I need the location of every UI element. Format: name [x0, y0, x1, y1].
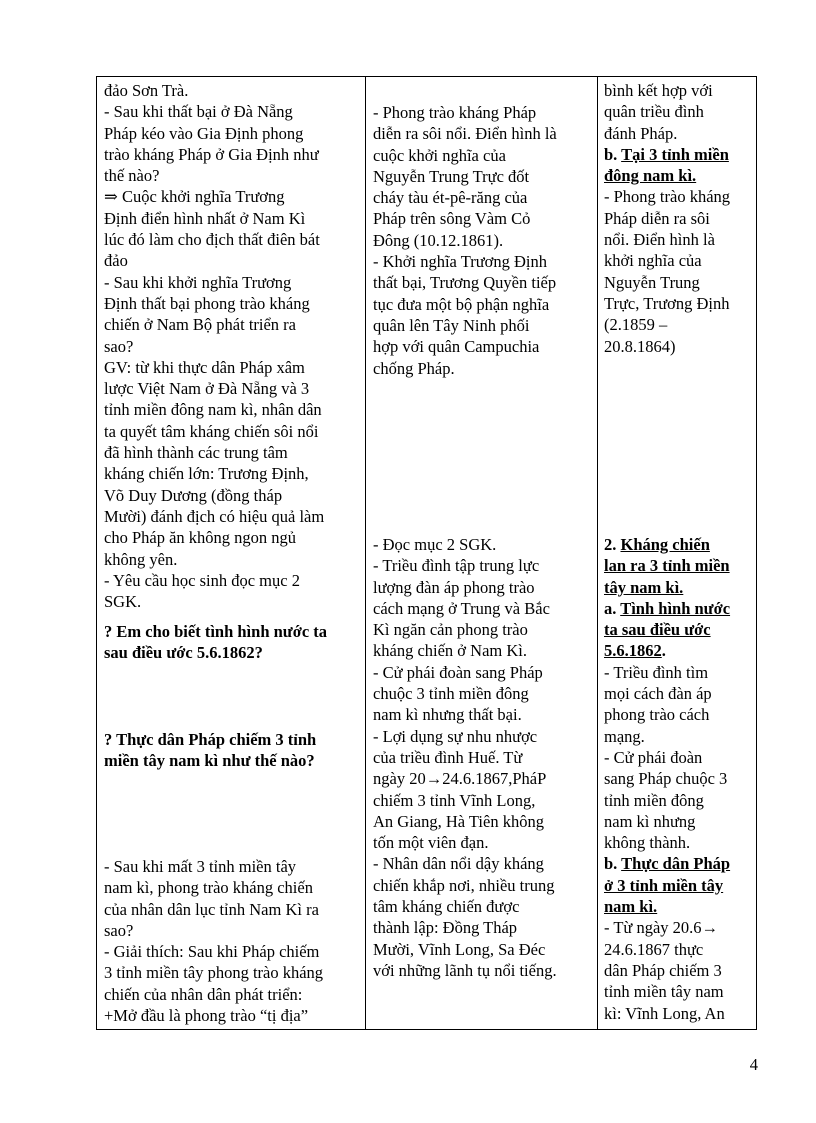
text-line: - Đọc mục 2 SGK.: [373, 535, 497, 554]
text-line: - Giải thích: Sau khi Pháp chiếm: [104, 942, 320, 962]
text-line: đảo: [104, 251, 128, 271]
text-line: ? Em cho biết tình hình nước ta: [104, 622, 328, 641]
text-line: cách mạng ở Trung và Bắc: [373, 598, 550, 618]
text-line: với những lãnh tụ nổi tiếng.: [373, 960, 557, 980]
text-line: cuộc khởi nghĩa của: [373, 145, 506, 165]
text-line: ? Thực dân Pháp chiếm 3 tỉnh: [104, 730, 317, 749]
text-line: phong trào cách: [604, 705, 710, 725]
text-line: 20.8.1864): [604, 336, 676, 356]
text-line: An Giang, Hà Tiên không: [373, 811, 544, 831]
text-line: - Từ ngày 20.6→: [604, 918, 719, 938]
text-line: (2.1859 –: [604, 315, 668, 335]
text-line: khởi nghĩa của: [604, 251, 702, 271]
text-line: chiếm 3 tỉnh Vĩnh Long,: [373, 790, 536, 810]
text-line: thành lập: Đồng Tháp: [373, 918, 518, 938]
text-line: nam kì nhưng thất bại.: [373, 705, 522, 725]
text-line: SGK.: [104, 592, 142, 612]
col1-question: [104, 621, 327, 664]
col3-block: [604, 534, 730, 1024]
text-line: sau điều ước 5.6.1862?: [104, 643, 263, 663]
text-line: - Phong trào kháng Pháp: [373, 103, 537, 122]
section-heading: a. Tình hình nước: [604, 598, 731, 618]
text-line: chiến của nhân dân phát triển:: [104, 984, 303, 1004]
text-line: thế nào?: [104, 166, 160, 186]
text-line: chiến khắp nơi, nhiều trung: [373, 875, 555, 895]
text-line: kháng chiến ở Nam Kì.: [373, 641, 527, 661]
text-line: thất bại, Trương Quyền tiếp: [373, 273, 557, 293]
text-line: tỉnh miền tây nam: [604, 982, 724, 1002]
text-line: cháy tàu ét-pê-răng của: [373, 188, 528, 208]
text-line: 3 tỉnh miền tây phong trào kháng: [104, 963, 324, 983]
col3-block: [604, 80, 730, 357]
section-heading: 2. Kháng chiến: [604, 535, 710, 554]
text-line: Pháp kéo vào Gia Định phong: [104, 123, 304, 143]
section-heading: 5.6.1862.: [604, 641, 666, 661]
text-line: của triều đình Huế. Từ: [373, 747, 523, 767]
text-line: trào kháng Pháp ở Gia Định như: [104, 144, 319, 164]
text-line: kháng chiến lớn: Trương Định,: [104, 464, 309, 484]
text-line: Pháp trên sông Vàm Cỏ: [373, 209, 531, 229]
text-line: miền tây nam kì như thế nào?: [104, 751, 315, 771]
section-heading: lan ra 3 tỉnh miền: [604, 556, 730, 576]
text-line: nam kì nhưng: [604, 811, 696, 831]
section-heading: b. Thực dân Pháp: [604, 854, 731, 874]
text-line: quân lên Tây Ninh phối: [373, 315, 530, 335]
text-line: - Phong trào kháng: [604, 187, 731, 207]
text-line: - Khởi nghĩa Trương Định: [373, 252, 547, 272]
column-divider: [365, 77, 366, 1029]
text-line: chống Pháp.: [373, 358, 455, 378]
text-line: hợp với quân Campuchia: [373, 337, 540, 357]
text-line: đã hình thành các trung tâm: [104, 443, 288, 463]
text-line: Mười, Vĩnh Long, Sa Đéc: [373, 939, 546, 959]
text-line: - Sau khi khởi nghĩa Trương: [104, 272, 292, 292]
text-line: tỉnh miền đông: [604, 790, 704, 810]
text-line: mạng.: [604, 726, 645, 746]
text-line: chiến ở Nam Bộ phát triển ra: [104, 315, 296, 335]
column-divider: [597, 77, 598, 1029]
text-line: mọi cách đàn áp: [604, 684, 712, 704]
col1-block: [104, 856, 323, 1026]
text-line: lúc đó làm cho địch thất điên bát: [104, 230, 320, 250]
text-line: của nhân dân lục tỉnh Nam Kì ra: [104, 899, 319, 919]
text-line: 24.6.1867 thực: [604, 939, 704, 959]
page-number: 4: [749, 1055, 758, 1074]
section-heading: đông nam kì.: [604, 166, 697, 186]
lesson-table: [96, 76, 757, 1030]
text-line: - Nhân dân nổi dậy kháng: [373, 854, 544, 874]
text-line: tục đưa một bộ phận nghĩa: [373, 294, 550, 314]
text-line: tỉnh miền đông nam kì, nhân dân: [104, 400, 322, 420]
section-heading: b. Tại 3 tỉnh miền: [604, 144, 729, 164]
text-line: Định thất bại phong trào kháng: [104, 293, 310, 313]
text-line: nổi. Điển hình là: [604, 230, 715, 250]
col1-question: [104, 729, 316, 772]
text-line: diễn ra sôi nổi. Điển hình là: [373, 124, 557, 144]
text-line: - Triều đình tìm: [604, 662, 709, 682]
text-line: tâm kháng chiến được: [373, 897, 520, 917]
text-line: sang Pháp chuộc 3: [604, 769, 728, 789]
text-line: +Mở đầu là phong trào “tị địa”: [104, 1006, 309, 1026]
text-line: ta quyết tâm kháng chiến sôi nổi: [104, 421, 319, 441]
text-line: kì: Vĩnh Long, An: [604, 1003, 725, 1023]
section-heading: nam kì.: [604, 897, 658, 917]
col1-block: [104, 80, 324, 612]
text-line: - Cử phái đoàn: [604, 747, 703, 767]
text-line: - Yêu cầu học sinh đọc mục 2: [104, 570, 300, 590]
text-line: không thành.: [604, 833, 691, 853]
text-line: lượng đàn áp phong trào: [373, 577, 535, 597]
text-line: sao?: [104, 920, 134, 940]
text-line: ⇒ Cuộc khởi nghĩa Trương: [104, 187, 285, 207]
text-line: quân triều đình: [604, 102, 704, 122]
text-line: dân Pháp chiếm 3: [604, 960, 722, 980]
text-line: cho Pháp ăn không ngon ngủ: [104, 528, 297, 548]
section-heading: tây nam kì.: [604, 577, 684, 597]
text-line: tốn một viên đạn.: [373, 833, 489, 853]
text-line: Kì ngăn cản phong trào: [373, 620, 528, 640]
text-line: nam kì, phong trào kháng chiến: [104, 878, 313, 898]
text-line: Mười) đánh địch có hiệu quả làm: [104, 506, 325, 526]
text-line: đánh Pháp.: [604, 123, 678, 143]
text-line: - Triều đình tập trung lực: [373, 556, 540, 576]
col2-block: [373, 534, 557, 981]
text-line: - Sau khi mất 3 tỉnh miền tây: [104, 857, 297, 876]
text-line: - Sau khi thất bại ở Đà Nẵng: [104, 102, 293, 122]
text-line: GV: từ khi thực dân Pháp xâm: [104, 357, 305, 377]
text-line: - Cử phái đoàn sang Pháp: [373, 662, 543, 682]
section-heading: ở 3 tỉnh miền tây: [604, 875, 724, 895]
text-line: đảo Sơn Trà.: [104, 81, 189, 100]
text-line: Võ Duy Dương (đồng tháp: [104, 485, 283, 505]
text-line: sao?: [104, 336, 134, 356]
text-line: bình kết hợp với: [604, 81, 713, 100]
section-heading: ta sau điều ước: [604, 620, 711, 640]
text-line: không yên.: [104, 549, 178, 569]
text-line: chuộc 3 tỉnh miền đông: [373, 684, 529, 704]
text-line: lược Việt Nam ở Đà Nẵng và 3: [104, 379, 310, 399]
text-line: Nguyễn Trung: [604, 272, 700, 292]
text-line: Đông (10.12.1861).: [373, 230, 504, 250]
text-line: Định điển hình nhất ở Nam Kì: [104, 208, 306, 228]
text-line: ngày 20→24.6.1867,PháP: [373, 769, 547, 789]
text-line: Nguyễn Trung Trực đốt: [373, 166, 530, 186]
text-line: Pháp diễn ra sôi: [604, 208, 710, 228]
text-line: - Lợi dụng sự nhu nhược: [373, 726, 538, 746]
text-line: Trực, Trương Định: [604, 293, 730, 313]
col2-block: [373, 102, 557, 379]
